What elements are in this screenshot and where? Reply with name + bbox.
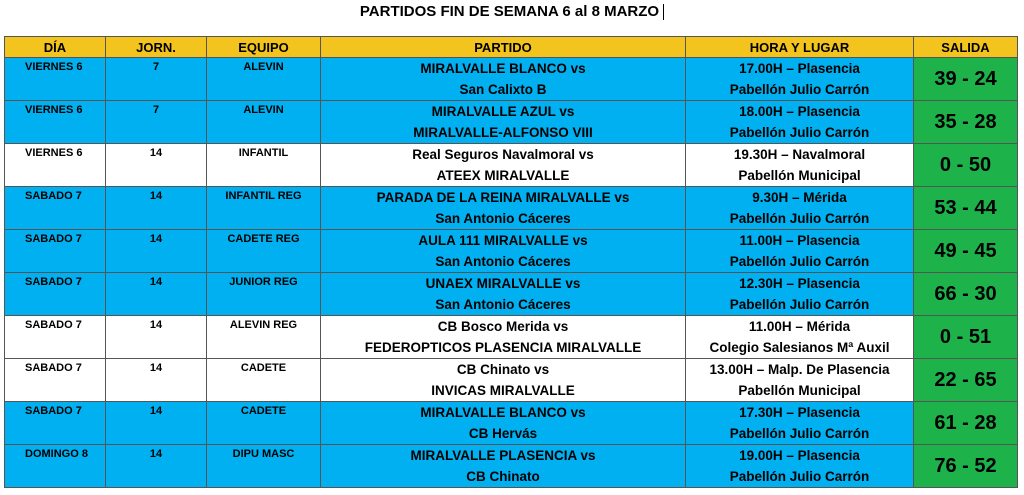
cell-partido	[321, 316, 686, 359]
header-row	[5, 37, 1018, 58]
cell-salida: 39 - 24	[914, 58, 1018, 101]
cell-partido	[321, 230, 686, 273]
table-row	[5, 445, 1018, 488]
cell-salida: 35 - 28	[914, 101, 1018, 144]
cell-dia: SABADO 7	[5, 273, 106, 316]
cell-lugar	[686, 230, 914, 273]
partido-line-2: CB Chinato	[466, 469, 540, 484]
cell-partido	[321, 402, 686, 445]
header-equipo: EQUIPO	[207, 37, 321, 58]
partido-line-2: CB Hervás	[468, 426, 538, 441]
cell-dia: VIERNES 6	[5, 58, 106, 101]
lugar-line-2: Pabellón Municipal	[738, 383, 861, 398]
partido-line-1: AULA 111 MIRALVALLE vs	[418, 233, 588, 248]
cell-lugar	[686, 144, 914, 187]
partido-line-1: CB Bosco Merida vs	[437, 319, 569, 334]
cell-dia: SABADO 7	[5, 187, 106, 230]
text-cursor	[663, 4, 664, 20]
partido-line-1: CB Chinato vs	[456, 362, 550, 377]
cell-dia: SABADO 7	[5, 230, 106, 273]
matches-table	[4, 36, 1018, 488]
cell-equipo: INFANTIL REG	[207, 187, 321, 230]
cell-equipo: ALEVIN	[207, 58, 321, 101]
cell-partido	[321, 445, 686, 488]
table-row	[5, 187, 1018, 230]
cell-salida: 22 - 65	[914, 359, 1018, 402]
cell-dia: DOMINGO 8	[5, 445, 106, 488]
cell-salida: 0 - 51	[914, 316, 1018, 359]
header-jorn: JORN.	[106, 37, 207, 58]
cell-dia: VIERNES 6	[5, 101, 106, 144]
partido-line-1: MIRALVALLE BLANCO vs	[420, 61, 586, 76]
cell-jorn: 7	[106, 101, 207, 144]
header-salida: SALIDA	[914, 37, 1018, 58]
lugar-line-2: Pabellón Julio Carrón	[729, 426, 870, 441]
header-dia: DÍA	[5, 37, 106, 58]
partido-line-2: San Antonio Cáceres	[435, 211, 571, 226]
lugar-line-2: Pabellón Julio Carrón	[729, 297, 870, 312]
cell-partido	[321, 58, 686, 101]
cell-jorn: 14	[106, 273, 207, 316]
cell-partido	[321, 273, 686, 316]
lugar-line-1: 19.00H – Plasencia	[739, 448, 860, 463]
partido-line-2: FEDEROPTICOS PLASENCIA MIRALVALLE	[364, 340, 642, 355]
cell-lugar	[686, 273, 914, 316]
cell-equipo: ALEVIN REG	[207, 316, 321, 359]
cell-dia: SABADO 7	[5, 359, 106, 402]
cell-jorn: 14	[106, 187, 207, 230]
cell-jorn: 14	[106, 230, 207, 273]
cell-dia: SABADO 7	[5, 316, 106, 359]
cell-dia: SABADO 7	[5, 402, 106, 445]
cell-lugar	[686, 101, 914, 144]
cell-lugar	[686, 445, 914, 488]
cell-equipo: JUNIOR REG	[207, 273, 321, 316]
cell-jorn: 14	[106, 316, 207, 359]
cell-lugar	[686, 359, 914, 402]
cell-lugar	[686, 58, 914, 101]
table-row	[5, 101, 1018, 144]
cell-equipo: INFANTIL	[207, 144, 321, 187]
table-row	[5, 316, 1018, 359]
page-title	[0, 0, 1024, 24]
cell-equipo: ALEVIN	[207, 101, 321, 144]
lugar-line-1: 19.30H – Navalmoral	[733, 147, 866, 162]
partido-line-2: San Antonio Cáceres	[435, 254, 571, 269]
cell-jorn: 7	[106, 58, 207, 101]
partido-line-2: San Antonio Cáceres	[435, 297, 571, 312]
table-row	[5, 273, 1018, 316]
cell-partido	[321, 144, 686, 187]
partido-line-2: San Calixto B	[459, 82, 547, 97]
cell-salida: 76 - 52	[914, 445, 1018, 488]
cell-partido	[321, 187, 686, 230]
cell-partido	[321, 359, 686, 402]
lugar-line-2: Pabellón Julio Carrón	[729, 82, 870, 97]
lugar-line-1: 17.00H – Plasencia	[739, 61, 860, 76]
lugar-line-2: Pabellón Julio Carrón	[729, 211, 870, 226]
table-row	[5, 230, 1018, 273]
cell-salida: 66 - 30	[914, 273, 1018, 316]
cell-salida: 61 - 28	[914, 402, 1018, 445]
header-partido: PARTIDO	[321, 37, 686, 58]
cell-jorn: 14	[106, 359, 207, 402]
partido-line-1: PARADA DE LA REINA MIRALVALLE vs	[376, 190, 630, 205]
cell-salida: 53 - 44	[914, 187, 1018, 230]
lugar-line-2: Pabellón Julio Carrón	[729, 469, 870, 484]
lugar-line-2: Pabellón Municipal	[738, 168, 861, 183]
lugar-line-1: 17.30H – Plasencia	[739, 405, 860, 420]
partido-line-1: MIRALVALLE BLANCO vs	[420, 405, 586, 420]
lugar-line-1: 18.00H – Plasencia	[739, 104, 860, 119]
cell-lugar	[686, 316, 914, 359]
cell-dia: VIERNES 6	[5, 144, 106, 187]
partido-line-1: UNAEX MIRALVALLE vs	[425, 276, 581, 291]
partido-line-1: MIRALVALLE PLASENCIA vs	[410, 448, 596, 463]
cell-lugar	[686, 402, 914, 445]
cell-salida: 49 - 45	[914, 230, 1018, 273]
table-row	[5, 144, 1018, 187]
table-row	[5, 58, 1018, 101]
title-text: PARTIDOS FIN DE SEMANA 6 al 8 MARZO	[359, 3, 660, 20]
table-row	[5, 359, 1018, 402]
lugar-line-1: 9.30H – Mérida	[752, 190, 847, 205]
lugar-line-1: 12.30H – Plasencia	[739, 276, 860, 291]
lugar-line-2: Colegio Salesianos Mª Auxil	[709, 340, 890, 355]
cell-jorn: 14	[106, 445, 207, 488]
cell-jorn: 14	[106, 144, 207, 187]
partido-line-2: MIRALVALLE-ALFONSO VIII	[413, 125, 593, 140]
header-lugar: HORA Y LUGAR	[686, 37, 914, 58]
partido-line-2: INVICAS MIRALVALLE	[431, 383, 575, 398]
partido-line-1: Real Seguros Navalmoral vs	[412, 147, 594, 162]
cell-equipo: CADETE	[207, 359, 321, 402]
cell-lugar	[686, 187, 914, 230]
lugar-line-1: 13.00H – Malp. De Plasencia	[709, 362, 890, 377]
lugar-line-2: Pabellón Julio Carrón	[729, 125, 870, 140]
lugar-line-1: 11.00H – Mérida	[748, 319, 851, 334]
cell-equipo: CADETE REG	[207, 230, 321, 273]
cell-jorn: 14	[106, 402, 207, 445]
cell-salida: 0 - 50	[914, 144, 1018, 187]
table-row	[5, 402, 1018, 445]
cell-equipo: DIPU MASC	[207, 445, 321, 488]
lugar-line-2: Pabellón Julio Carrón	[729, 254, 870, 269]
lugar-line-1: 11.00H – Plasencia	[739, 233, 860, 248]
cell-partido	[321, 101, 686, 144]
partido-line-1: MIRALVALLE AZUL vs	[431, 104, 575, 119]
partido-line-2: ATEEX MIRALVALLE	[436, 168, 570, 183]
cell-equipo: CADETE	[207, 402, 321, 445]
